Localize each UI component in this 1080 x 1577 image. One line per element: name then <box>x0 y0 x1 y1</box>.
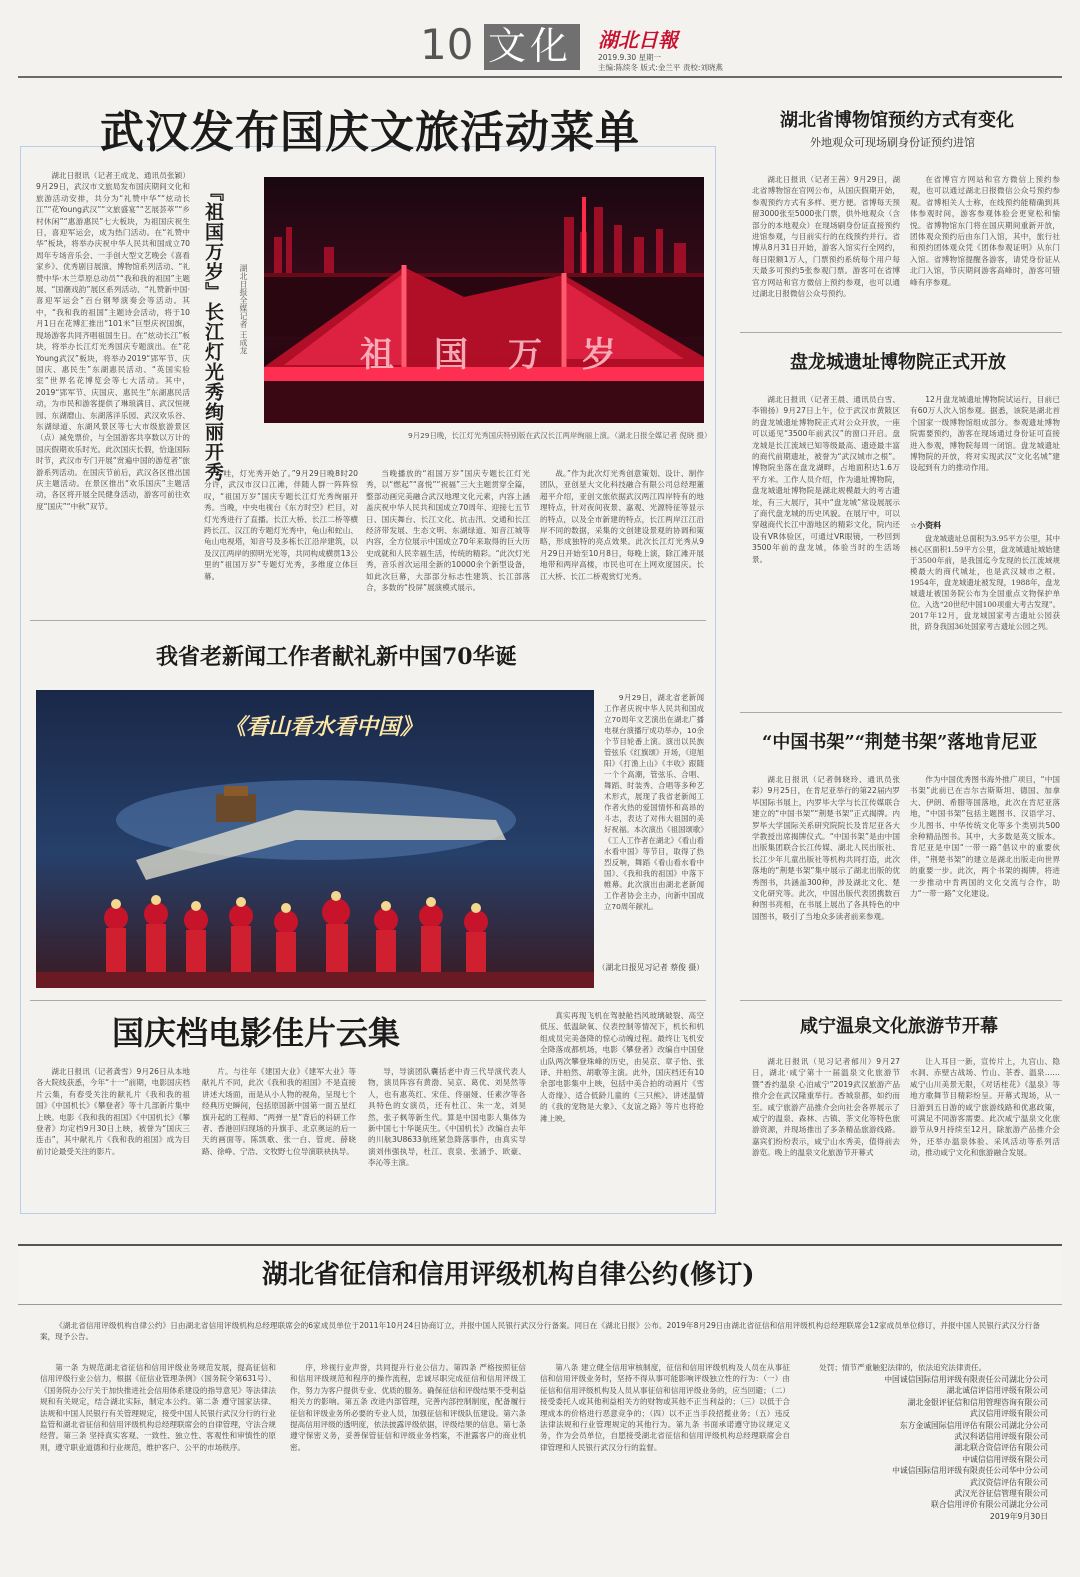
lightshow-photo <box>264 177 704 423</box>
lightshow-col3: 战。”作为此次灯光秀创意策划、设计、制作团队，亚创星大文化科技融合有限公司总经理董超平介绍，亚创文旅依据武汉两江四岸特有的地理特点，针对夜间夜景、嘉观、光源特征等显示的特点，以及全市新建的特点，长江两岸江江沿岸不同的数据，采集的文创建设景观的协调和策略，形成独特的亮点效果。此次长江灯光秀从9月29日开始至10月8日，每晚上演，除江滩开展地带和两岸高楼，市民也可在上网欢度国庆。长江大桥、长江二桥观赏灯光秀。 <box>540 469 704 581</box>
member-item: 中国诚信国际信用评级有限责任公司湖北分公司 <box>884 1375 1048 1384</box>
xianning-col2: 让人耳目一新，宣传片上，九宫山、隐水洞、赤壁古战场、竹山、茶香、温泉……咸宁山川美景无限，《对话桂花》《温泉》等地方歌舞节目精彩纷呈。开幕式现场，从一日游到五日游的咸宁旅游线路和优惠政策，可满足不同游客需要。此次咸宁温泉文化旅游节从9月持续至12月，除旅游产品推介会外，还举办温泉体验、采风活动等系列活动，推动咸宁文化和旅游融合发展。 <box>910 1057 1060 1158</box>
convention-col1: 第一条 为规范湖北省征信和信用评级业务规范发展，提高征信和信用评级行业公信力，根据《征信业管理条例》（国务院令第631号）、《国务院办公厅关于加快推进社会信用体系建设的指导意见》等法律法规和有关规定，结合湖北实际，制定本公约。第二条 遵守国家法律、法规和中国人民银行有关管理规定，接受中国人民银行武汉分行的行业监管和湖北省征信和信用评级机构总经理联席会的自律管理，守法合规经营。第三条 坚持真实客观、一致性、独立性、客观性和审慎性的原则，遵守职业道德和行业规范，维护客户、公平的市场秩序。 <box>40 1363 276 1452</box>
member-item: 武汉光谷征信管理有限公司 <box>954 1489 1048 1499</box>
convention-headline: 湖北省征信和信用评级机构自律公约(修订) <box>262 1260 755 1290</box>
member-item: 湖北联合资信评估有限公司 <box>954 1443 1048 1453</box>
section-title: 文化 <box>488 24 573 68</box>
divider-1 <box>30 620 706 621</box>
divider-r3 <box>740 1000 1062 1001</box>
masthead <box>0 0 1080 80</box>
date-line: 2019.9.30 星期一 <box>598 53 662 62</box>
sidebar-title-text: 小资料 <box>917 521 942 530</box>
lead-headline: 武汉发布国庆文旅活动菜单 <box>100 107 640 158</box>
lightshow-byline: 湖北日报全媒记者 王成龙 <box>239 264 248 355</box>
museum-col1: 湖北日报讯（记者王茜）9月29日，湖北省博物馆在官网公布，从国庆假期开始，参观预约方式有多样、更方便。省博每天预留3000张至5000张门票，供外地观众（含部分的本地观众）在现场刷身份证直接预约进馆参观，与目前实行的在线预约并行。省博从8月31日开始，游客入馆实行全网约，每日限额1万人，门票预约系统每个用户每天最多可预约5张参观门票。游客可在省博官方网站和官方微信上预约参观，也可以通过湖北日报微信公众号预约。 <box>752 175 900 299</box>
member-item: 湖北诚信评信用评级有限公司 <box>946 1386 1048 1396</box>
panlong-col2: 12月盘龙城遗址博物院试运行，目前已有60万人次入馆参观。据悉，该院是湖北首个国家一级博物馆组成部分。参观遗址博物院需要预约，游客在现场通过身份证可直接进入参观，博物院每周一闭馆。盘龙城遗址博物院的开放，将对实现武汉“文化名城”建设起到有力的推动作用。 <box>910 395 1060 473</box>
stage-banner-text: 《看山看水看中国》 <box>224 714 423 740</box>
veterans-text: 9月29日，湖北省老新闻工作者庆祝中华人民共和国成立70周年文艺演出在湖北广播电视台演播厅成功举办，10余个节目轮番上演。演出以民族管弦乐《红旗颂》开场，《迎旭阳》《打渔上山》《丰收》跟随一个个高潮，管弦乐、合唱、舞蹈、时装秀、合唱等多种艺术形式，展现了我省老新闻工作者火热的爱国情怀和高昂的斗志，表达了对伟大祖国的美好祝福。本次演出《祖国颂歌》《工人工作者在湖北》《看山看水看中国》等节目，取得了热烈反响，舞蹈《看山看水看中国》、《我和我的祖国》中落下帷幕。此次演出由湖北老新闻工作者协会主办，向新中国成立70周年献礼。 <box>604 693 704 911</box>
bridge-night-photo <box>264 177 704 423</box>
divider-r2 <box>740 712 1062 713</box>
lightshow-col2: 当晚播放的“祖国万岁”国庆专题长江灯光秀，以“燃起”“喜悦”“祝福”三大主题贯穿全篇，整部动画完美融合武汉地理文化元素，内容上涵盖庆祝中华人民共和国成立70周年、迎接七五节日、国庆舞台、长江文化、抗击汛、交通和长江经济带发展、生态文明、东湖绿道、知音江城等内容，全方位展示中国成立70年来取得的巨大历史成就和人民幸福生活，传统的精彩。“此次灯光秀，音乐首次运用全新的10000余个新型设备，如此次巨幕，大部部分标志性建筑、长江部落合，多数的“投屏”展演模式展示。 <box>366 469 530 593</box>
masthead-rule <box>18 76 1062 78</box>
veterans-headline: 我省老新闻工作者献礼新中国70华诞 <box>156 644 517 670</box>
sidebar-star-icon: ☆ <box>910 521 918 530</box>
xianning-col1: 湖北日报讯（见习记者郁川）9月27日，湖北·咸宁第十一届温泉文化旅游节暨“香约温泉 心泊咸宁”2019武汉旅游产品推介会在武汉隆重举行。香城泉都，如约而至。咸宁旅游产品推介会向社会各界展示了咸宁的温泉、森林、古镇、茶文化等特色旅游资源，并现场推出了多条精品旅游线路。嘉宾们纷纷表示，咸宁山水秀美，值得前去游览。晚上的温泉文化旅游节开幕式 <box>752 1057 900 1158</box>
member-list <box>804 1374 1048 1522</box>
panlong-headline: 盘龙城遗址博物院正式开放 <box>790 352 1006 373</box>
member-item: 联合信用评价有限公司湖北分公司 <box>931 1500 1048 1510</box>
member-item: 武汉资信评估有限公司 <box>970 1477 1048 1487</box>
museum-headline: 湖北省博物馆预约方式有变化 <box>780 110 1014 131</box>
panlong-col1: 湖北日报讯（记者王晨、通讯员白雪、李锦扬）9月27日上午，位于武汉市黄陂区的盘龙城遗址博物院正式对公众开放，一座可以遥见“3500年前武汉”的窗口开启。盘龙城是长江流域已知等级最高、遗迹最丰富的商代前期遗址，被誉为“武汉城市之根”。博物院坐落在盘龙湖畔，占地面积达1.6万平方米。工作人员介绍，作为遗址博物院，盘龙城遗址博物院是湖北规模最大的考古遗址，有三大展厅，其中“盘龙城”常设展展示了商代盘龙城的历史风貌。在展厅中，可以穿越商代长江中游地区的精彩文化，院内还设有VR体验区，可通过VR眼镜，一秒回到3500年前的盘龙城，体验当时的生活场景。 <box>752 395 900 564</box>
divider-r1 <box>740 332 1062 333</box>
divider-2 <box>30 1000 706 1001</box>
neon-sign-text: 祖国万岁 <box>360 335 656 375</box>
films-col1: 湖北日报讯（记者龚雪）9月26日从本地各大院线获悉，今年“十一”前期，电影国庆档片云集，有春受关注的献礼片《我和我的祖国》《中国机长》《攀登者》等十几部新片集中上映。电影《我和我的祖国》《中国机长》《攀登者》均定档9月30日上映，被誉为“国庆三连击”，其中献礼片《我和我的祖国》成为目前讨论最受关注的影片。 <box>36 1067 190 1156</box>
lead-body: 湖北日报讯（记者王成龙、通讯员张颖）9月29日，武汉市文旅局发布国庆期间文化和旅游活动安排，共分为“礼赞中华”“炫动长江”“花Young武汉”“文旅盛宴”“艺展荟萃”“乡村休闲”“惠游惠民”七大板块，为祖国庆祝生日，喜迎军运会，成为热门活动。在“礼赞中华”板块，将举办庆祝中华人民共和国成立70周年专场音乐会、一手创大型文艺晚会《喜看家乡》、优秀剧目展演、博物馆系列活动、“礼赞中华·木兰草原总动员”“我和我的祖国”主题展、“国潮戏韵”展区系列活动、“礼赞新中国·喜迎军运会”百台钢琴演奏会等活动。其中，“我和我的祖国”主题诗会活动，将于10月1日在花博汇推出“101米”巨型庆祝国旗，现场游客共同齐唱祖国生日。在“炫动长江”板块，将举办长江灯光秀国庆专题演出。在“花Young武汉”板块，将举办2019“郢军节、庆国庆、惠民生”东湖惠民活动、“英国实验室”世界名花博览会等七大活动。其中，2019“郢军节、庆国庆、惠民生”东湖惠民活动，为市民和游客提供了琳琅满目、武汉恒规园、东湖磨山、东湖落洋乐园、武汉欢乐谷、东湖绿道、东湖风景区等七大市级旅游景区（点）减免票价，与全国游客共享数以万计的国庆假期欢乐时光。此次国庆长假，恰逢国际时节，武汉市专门开展“赏遍中国的游览者”旅游系列活动。在国庆节前后，武汉各区推出国庆主题活动。在景区推出“欢乐国庆”主题活动，各区将开展全民健身活动，游客可前往欢度“国庆”“中秋”双节。 <box>36 171 190 511</box>
bookshelf-headline: “中国书架”“荆楚书架”落地肯尼亚 <box>762 732 1038 753</box>
convention-col4-intro: 处罚；情节严重触犯法律的，依法追究法律责任。 <box>819 1363 987 1372</box>
lightshow-title: 『祖国万岁』长江灯光秀绚丽开秀 <box>202 182 224 482</box>
bookshelf-col1: 湖北日报讯（记者韩晓玲、通讯员张彩）9月25日，在肯尼亚举行的第22届内罗毕国际书展上，内罗毕大学与长江传媒联合建立的“中国书架”“荆楚书架”正式揭牌。内罗毕大学国际关系研究院院长及肯尼亚各大学教授出席揭牌仪式。“中国书架”是由中国出版集团联合长江传媒、湖北人民出版社、长江少年儿童出版社等机构共同打造，此次落地的“荆楚书架”集中展示了湖北出版的优秀图书，共涵盖300种，涉及湖北文化、楚文化研究等。此次，中国出版代表团携数百种图书亮相，在书展上展出了各具特色的中国图书，吸引了当地众多读者前来参观。 <box>752 775 900 921</box>
panlong-sidebar-title <box>910 520 941 531</box>
convention-date: 2019年9月30日 <box>989 1511 1048 1521</box>
xianning-headline: 咸宁温泉文化旅游节开幕 <box>800 1016 998 1037</box>
member-item: 武汉科诺信用评级有限公司 <box>954 1432 1048 1442</box>
films-col2: 片。与往年《建国大业》《建军大业》等献礼片不同，此次《我和我的祖国》不是直接讲述大场面，而是从小人物的视角，呈现七个经典历史瞬间，包括原国新中国第一面五星红旗升起的工程师、“两弹一星”背后的科研工作者、香港回归现场的升旗手、北京奥运的后一天的画面等。陈凯歌、张一白、管虎、薛晓路、徐峥、宁浩、文牧野七位导演联袂执导。 <box>202 1067 356 1156</box>
films-col3: 导，导演团队囊括老中青三代导演代表人物，演员阵容有黄渤、吴京、葛优、刘昊然等人，也有惠英红、宋佳、佟丽娅、任素汐等各具特色的女演员，还有杜江、朱一龙，刘昊然，张子枫等新生代。算是中国电影人集体为新中国七十华诞庆生。《中国机长》改编自去年的川航3U8633航班紧急降落事件，由真实导演刘伟强执导，杜江、袁泉、张涵予、欧豪、李沁等主演。 <box>368 1067 526 1168</box>
lightshow-col1: “哇，灯光秀开始了。”9月29日晚8时20分许，武汉市汉口江滩，伴随人群一阵阵惊叹，“祖国万岁”国庆专题长江灯光秀绚丽开秀。当晚，中央电视台《东方时空》栏目，对灯光秀进行了直播。长江大桥、长江二桥等横跨长江、汉江的专题灯光秀中，龟山和蛇山、龟山电视塔，知音号及多栋长江沿岸建筑，以及汉江两岸的照明光光等，共同构成横贯13公里的“祖国万岁”专题灯光秀，多维度立体巨幕。 <box>204 469 358 581</box>
member-item: 东方金诚国际信用评估有限公司湖北分公司 <box>899 1420 1048 1430</box>
panlong-sidebar: 盘龙城遗址总面积为3.95平方公里，其中核心区面积1.59平方公里，盘龙城遗址城始建于3500年前，是我国迄今发现的长江流域规模最大的商代城址，也是武汉城市之根。1954年，盘龙城遗址被发现，1988年，盘龙城遗址被国务院公布为全国重点文物保护单位。入选“20世纪中国100项重大考古发现”。2017年12月，盘龙城国家考古遗址公园获批，跻身我国36处国家考古遗址公园之列。 <box>910 534 1060 631</box>
lightshow-caption: 9月29日晚，长江灯光秀国庆特别版在武汉长江两岸绚丽上演。（湖北日报全媒记者 倪晓 摄） <box>408 431 712 440</box>
member-item: 武汉信用评级有限公司 <box>970 1409 1048 1419</box>
member-item: 湖北金银评征信和信用管理咨询有限公司 <box>907 1397 1048 1407</box>
member-item: 中诚信国际信用评级有限责任公司华中分公司 <box>892 1466 1048 1476</box>
member-item: 中诚信信用评级有限公司 <box>962 1454 1048 1464</box>
museum-subhead: 外地观众可现场刷身份证预约进馆 <box>810 136 975 149</box>
convention-col3: 第八条 建立健全信用审核制度，征信和信用评级机构及人员在从事征信和信用评级业务时，坚持不得从事可能影响评级独立性的行为：（一）由征信和信用评级机构及人员从事征信和信用评级业务的，应当回避；（二）接受委托人或其他利益相关方的财物或其他不正当利益的；（三）以低于合理成本的价格进行恶意竞争的；（四）以不正当手段招揽业务；（五）违反法律法规和行业管理规定的其他行为。第九条 书面承诺遵守协议规定义务，作为会员单位，自愿接受湖北省征信和信用评级机构总经理联席会自律管理和人民银行武汉分行的监督。 <box>540 1363 790 1452</box>
convention-col2: 序，珍视行业声誉，共同提升行业公信力。第四条 严格按照征信和信用评级规范和程序的操作流程，忠诚尽职完成征信和信用评级工作，努力为客户提供专业、优质的服务。确保征信和评级结果不受利益相关方的影响。第五条 改进内部管理，完善内部控制制度，配备履行征信和评级业务所必要的专业人员，加强征信和评级队伍建设。第六条 提高信用评级的透明度，依法披露评级依据，评级结果的信息。第七条 遵守保密义务，妥善保管征信和评级业务档案，不泄露客户的商业机密。 <box>290 1363 526 1452</box>
convention-intro: 《湖北省信用评级机构自律公约》日由湖北省信用评级机构总经理联席会的6家成员单位于2011年10月24日协商订立，并报中国人民银行武汉分行备案。同日在《湖北日报》公布。2019年8月29日由湖北省征信和信用评级机构总经理联席会12家成员单位修订，并报中国人民银行武汉分行备案，现予公告。 <box>40 1321 1040 1342</box>
bookshelf-col2: 作为中国优秀图书海外推广项目，“中国书架”此前已在吉尔吉斯斯坦、德国、加拿大、伊朗、希腊等国落地，此次在肯尼亚落地，“中国书架”包括主题图书、汉语学习、少儿图书、中华传统文化等多个类别共500余种精品图书。其中，大多数是英文版本。肯尼亚是中国“一带一路”倡议中的重要伙伴，“荆楚书架”的建立是湖北出版走向世界的重要一步。此次，两个书架的揭牌，将进一步推动中肯两国的文化交流与合作，助力“一带一路”文化建设。 <box>910 775 1060 899</box>
veterans-photo <box>36 690 594 988</box>
museum-col2: 在省博官方网站和官方微信上预约参观，也可以通过湖北日报微信公众号预约参观。省博相关人士称，在线预约能精确到具体参观时间，游客参观体验会更宽松和愉悦。省博物馆东门将在国庆期间重新开放，团体观众预约后由东门入馆，其中，旅行社和预约团体观众凭《团体参观证明》从东门入馆。省博物馆提醒各游客，请凭身份证从北门入馆，节庆期间游客高峰时，游客可错峰有序参观。 <box>910 175 1060 287</box>
veterans-credit: （湖北日报见习记者 蔡俊 摄） <box>597 963 704 972</box>
page-number: 10 <box>420 20 474 69</box>
films-col4: 真实再现飞机在驾驶舱挡风玻璃破裂、高空低压、低温缺氧、仪表控制等情况下，机长和机组成员完美备降的惊心动魄过程。最终让飞机安全降落成都机场，电影《攀登者》改编自中国登山队两次攀登珠峰的历史，由吴京、章子怡、张译、井柏然、胡歌等主演。此外，国庆档还有10余部电影集中上映，包括中美合拍的动画片《雪人奇缘》、适合低龄儿童的《三只熊》、讲述温情的《我的宠物是大象》、《友谊之路》等片也将抢滩上映。 <box>540 1011 704 1123</box>
films-headline: 国庆档电影佳片云集 <box>112 1014 401 1052</box>
editors-line: 主编:陈续冬 版式:金兰平 责校:刘晓燕 <box>598 63 723 72</box>
paper-logo: 湖北日報 <box>598 28 678 52</box>
